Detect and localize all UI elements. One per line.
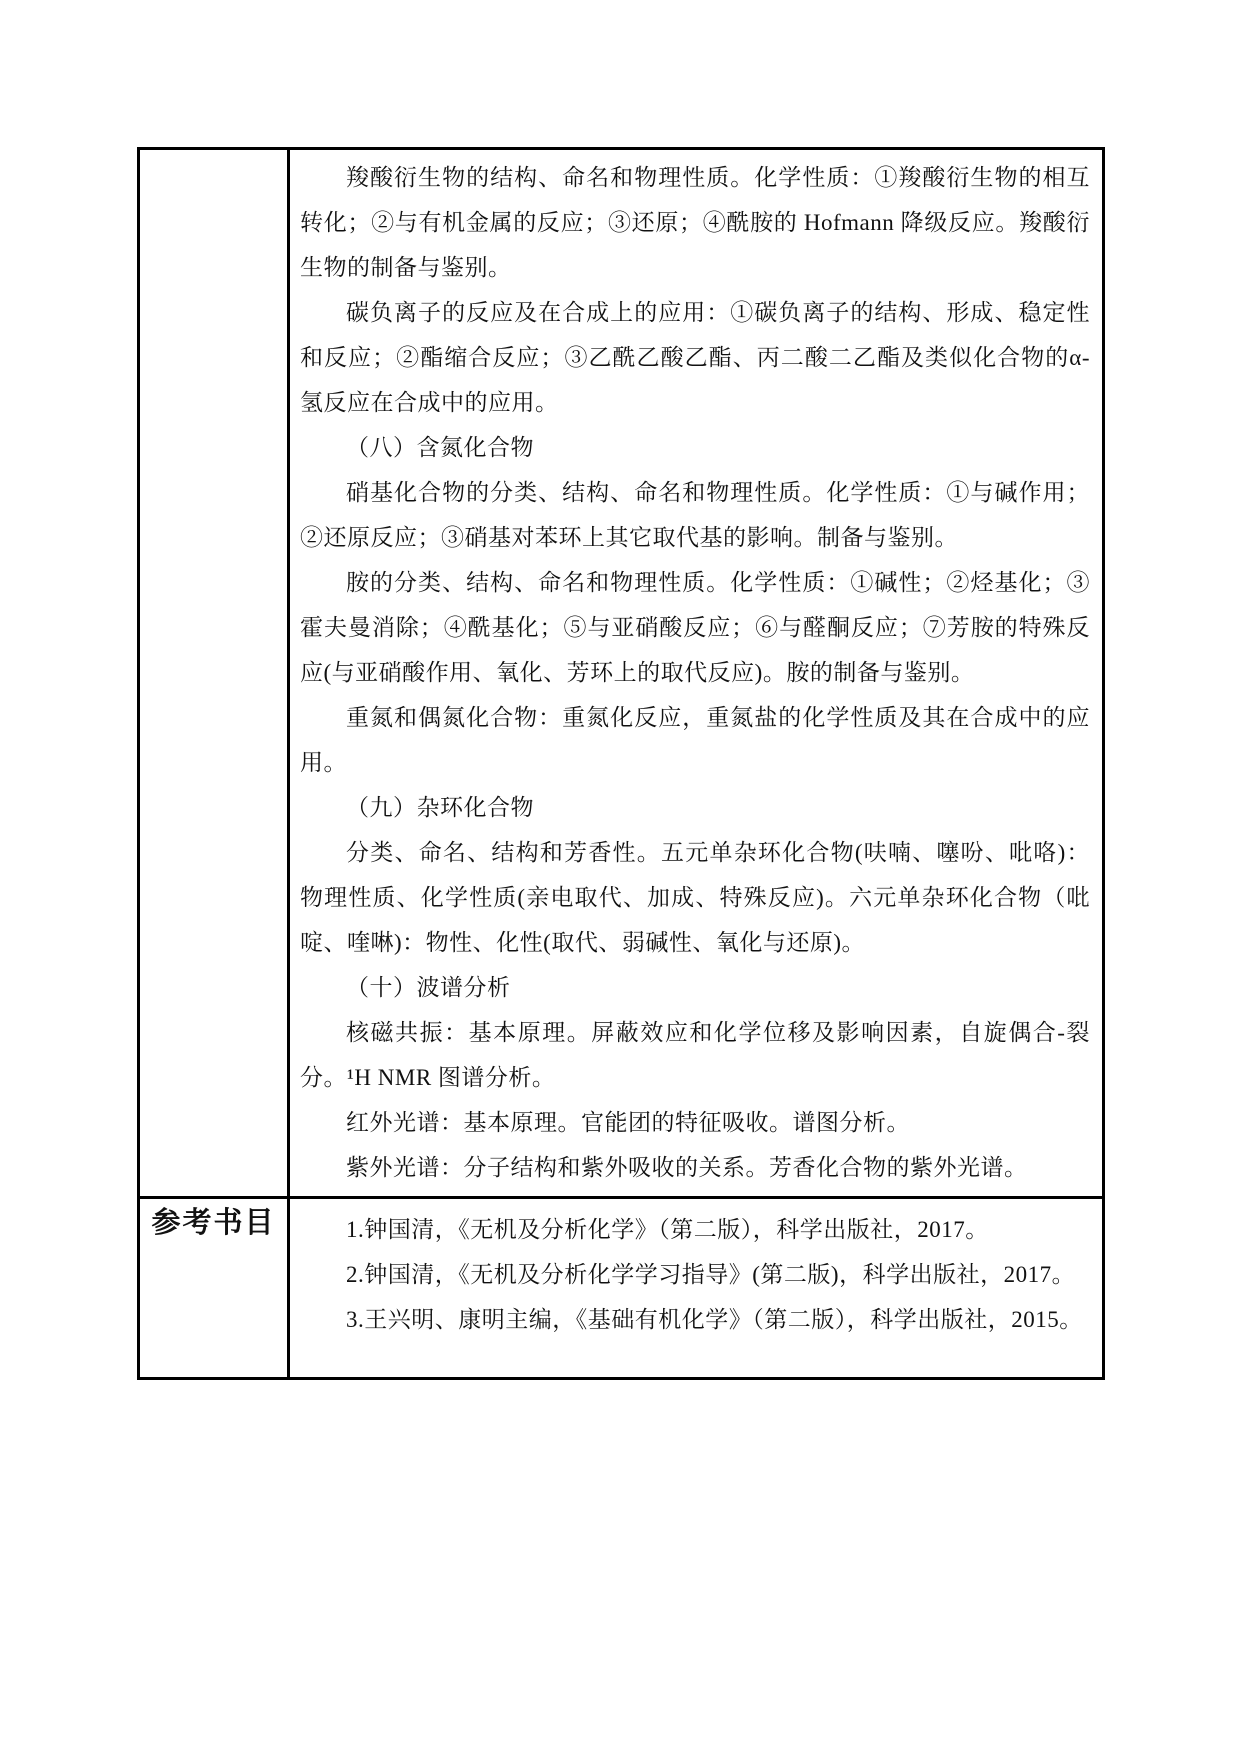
section-heading-9: （九）杂环化合物 <box>346 795 534 820</box>
syllabus-paragraph: 分类、命名、结构和芳香性。五元单杂环化合物(呋喃、噻吩、吡咯)：物理性质、化学性质(亲电取代、加成、特殊反应)。六元单杂环化合物（吡啶、喹啉)：物性、化性(取代、弱碱性、氧化与还原)。 <box>300 840 1090 955</box>
syllabus-paragraph: 红外光谱：基本原理。官能团的特征吸收。谱图分析。 <box>346 1110 910 1135</box>
syllabus-paragraph: 重氮和偶氮化合物：重氮化反应，重氮盐的化学性质及其在合成中的应用。 <box>300 705 1090 775</box>
references-row <box>139 1198 1104 1379</box>
syllabus-content-row <box>139 149 1104 1198</box>
content-label-cell <box>139 149 289 1198</box>
syllabus-paragraph: 羧酸衍生物的结构、命名和物理性质。化学性质：①羧酸衍生物的相互转化；②与有机金属的反应；③还原；④酰胺的 Hofmann 降级反应。羧酸衍生物的制备与鉴别。 <box>300 165 1090 280</box>
syllabus-paragraph: 核磁共振：基本原理。屏蔽效应和化学位移及影响因素，自旋偶合-裂分。¹H NMR 图谱分析。 <box>300 1020 1090 1090</box>
syllabus-paragraph: 胺的分类、结构、命名和物理性质。化学性质：①碱性；②烃基化；③霍夫曼消除；④酰基化；⑤与亚硝酸反应；⑥与醛酮反应；⑦芳胺的特殊反应(与亚硝酸作用、氧化、芳环上的取代反应)。胺的制备与鉴别。 <box>300 570 1090 685</box>
syllabus-table <box>137 147 1105 1380</box>
reference-item: 1.钟国清，《无机及分析化学》（第二版），科学出版社，2017。 <box>346 1217 989 1242</box>
syllabus-paragraph: 硝基化合物的分类、结构、命名和物理性质。化学性质：①与碱作用；②还原反应；③硝基对苯环上其它取代基的影响。制备与鉴别。 <box>300 480 1090 550</box>
syllabus-paragraph: 碳负离子的反应及在合成上的应用：①碳负离子的结构、形成、稳定性和反应；②酯缩合反应；③乙酰乙酸乙酯、丙二酸二乙酯及类似化合物的α-氢反应在合成中的应用。 <box>300 300 1090 415</box>
references-label: 参考书目 <box>151 1207 276 1239</box>
reference-item: 3.王兴明、康明主编，《基础有机化学》（第二版），科学出版社，2015。 <box>346 1307 1083 1332</box>
syllabus-paragraph: 紫外光谱：分子结构和紫外吸收的关系。芳香化合物的紫外光谱。 <box>346 1155 1028 1180</box>
section-heading-10: （十）波谱分析 <box>346 975 511 1000</box>
references-label-cell <box>139 1198 289 1379</box>
section-heading-8: （八）含氮化合物 <box>346 435 534 460</box>
references-cell <box>289 1198 1104 1379</box>
reference-item: 2.钟国清，《无机及分析化学学习指导》(第二版)，科学出版社，2017。 <box>346 1262 1076 1287</box>
syllabus-content-cell <box>289 149 1104 1198</box>
